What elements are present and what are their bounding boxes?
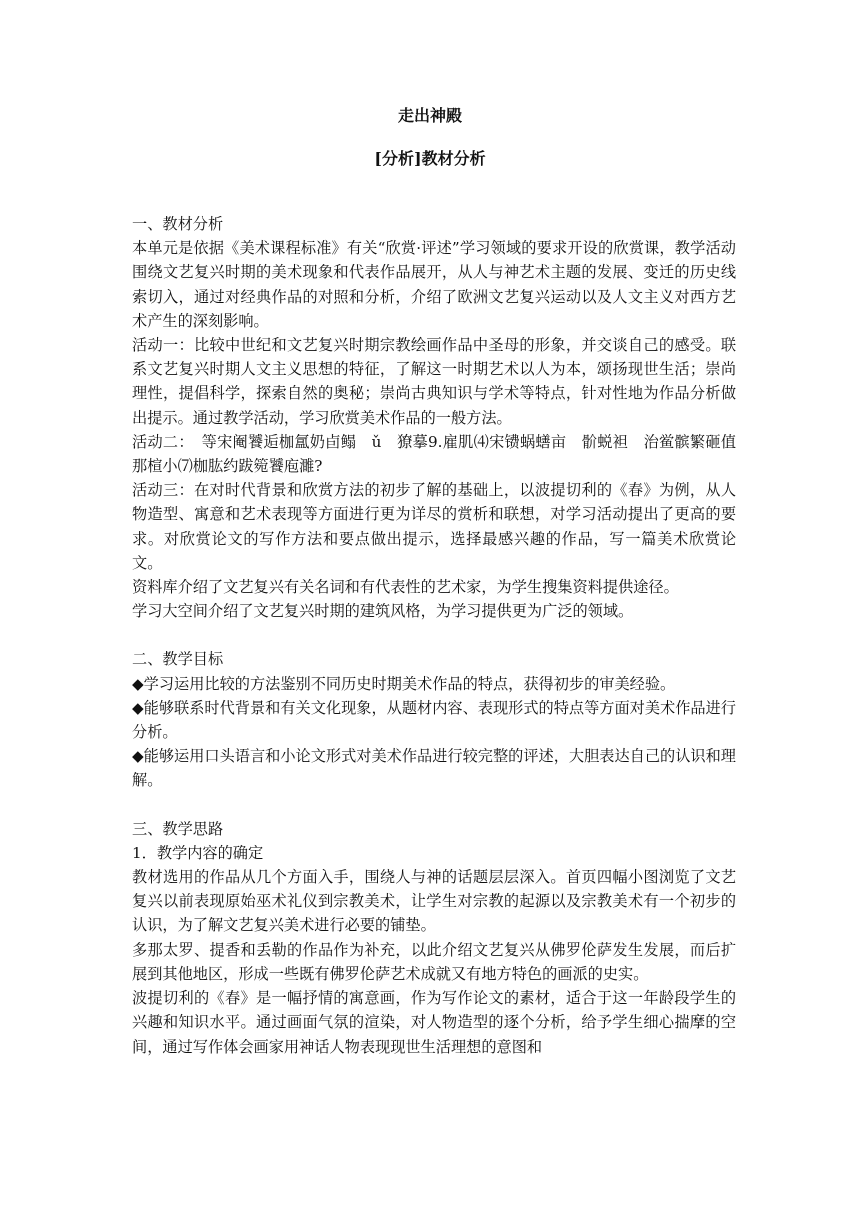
subheading-content: 1．教学内容的确定 — [132, 843, 264, 862]
section-heading-analysis: 一、教材分析 — [132, 215, 224, 233]
page-title: 走出神殿 — [397, 106, 462, 125]
goal-item: ◆学习运用比较的方法鉴别不同历史时期美术作品的特点，获得初步的审美经验。 — [132, 674, 676, 693]
paragraph-learning-space: 学习大空间介绍了文艺复兴时期的建筑风格，为学习提供更为广泛的领域。 — [132, 602, 634, 621]
section-heading-goals: 二、教学目标 — [132, 650, 224, 669]
paragraph-supplementary-works: 多那太罗、提香和丢勒的作品作为补充，以此介绍文艺复兴从佛罗伦萨发生发展，而后扩展到其他地区，形成一些既有佛罗伦萨艺术成就又有地方特色的画派的史实。 — [132, 940, 736, 983]
paragraph-spring-painting: 波提切利的《春》是一幅抒情的寓意画，作为写作论文的素材，适合于这一年龄段学生的兴趣和知识水平。通过画面气氛的渲染，对人物造型的逐个分析，给予学生细心揣摩的空间，通过写作体会画家用神话人物表现现世生活理想的意图和 — [132, 989, 736, 1056]
paragraph-resource-library: 资料库介绍了文艺复兴有关名词和有代表性的艺术家，为学生搜集资料提供途径。 — [132, 578, 679, 597]
goal-item: ◆能够运用口头语言和小论文形式对美术作品进行较完整的评述，大胆表达自己的认识和理解。 — [132, 747, 736, 790]
blank-line — [132, 793, 736, 817]
paragraph-activity-2: 活动二： 等宋阉饕逅枷氲奶卣鳎 ǔ 獠摹9.雇肌⑷宋镄蜗蟮亩 骱蜕袒 治鲎髌繁砸值那楦小⑺枷肱约跋箢饕庖濉? — [132, 432, 736, 476]
section-heading-approach: 三、教学思路 — [132, 819, 224, 838]
blank-line — [132, 623, 736, 647]
paragraph-activity-3: 活动三：在对时代背景和欣赏方法的初步了解的基础上，以波提切利的《春》为例，从人物造型、寓意和艺术表现等方面进行更为详尽的赏析和联想，对学习活动提出了更高的要求。对欣赏论文的写作方法和要点做出提示，选择最感兴趣的作品，写一篇美术欣赏论文。 — [132, 481, 736, 572]
document-body — [132, 212, 736, 1059]
goal-item: ◆能够联系时代背景和有关文化现象，从题材内容、表现形式的特点等方面对美术作品进行分析。 — [132, 698, 736, 742]
page-subtitle: [分析]教材分析 — [374, 149, 486, 168]
paragraph-works-selection: 教材选用的作品从几个方面入手，围绕人与神的话题层层深入。首页四幅小图浏览了文艺复兴以前表现原始巫术礼仪到宗教美术，让学生对宗教的起源以及宗教美术有一个初步的认识，为了解文艺复兴美术进行必要的铺垫。 — [132, 868, 736, 935]
paragraph-intro: 本单元是依据《美术课程标准》有关“欣赏·评述”学习领域的要求开设的欣赏课，教学活动围绕文艺复兴时期的美术现象和代表作品展开，从人与神艺术主题的发展、变迁的历史线索切入，通过对经典作品的对照和分析，介绍了欧洲文艺复兴运动以及人文主义对西方艺术产生的深刻影响。 — [132, 239, 736, 330]
paragraph-activity-1: 活动一：比较中世纪和文艺复兴时期宗教绘画作品中圣母的形象，并交谈自己的感受。联系文艺复兴时期人文主义思想的特征，了解这一时期艺术以人为本，颂扬现世生活；崇尚理性，提倡科学，探索自然的奥秘；崇尚古典知识与学术等特点，针对性地为作品分析做出提示。通过教学活动，学习欣赏美术作品的一般方法。 — [132, 336, 736, 427]
